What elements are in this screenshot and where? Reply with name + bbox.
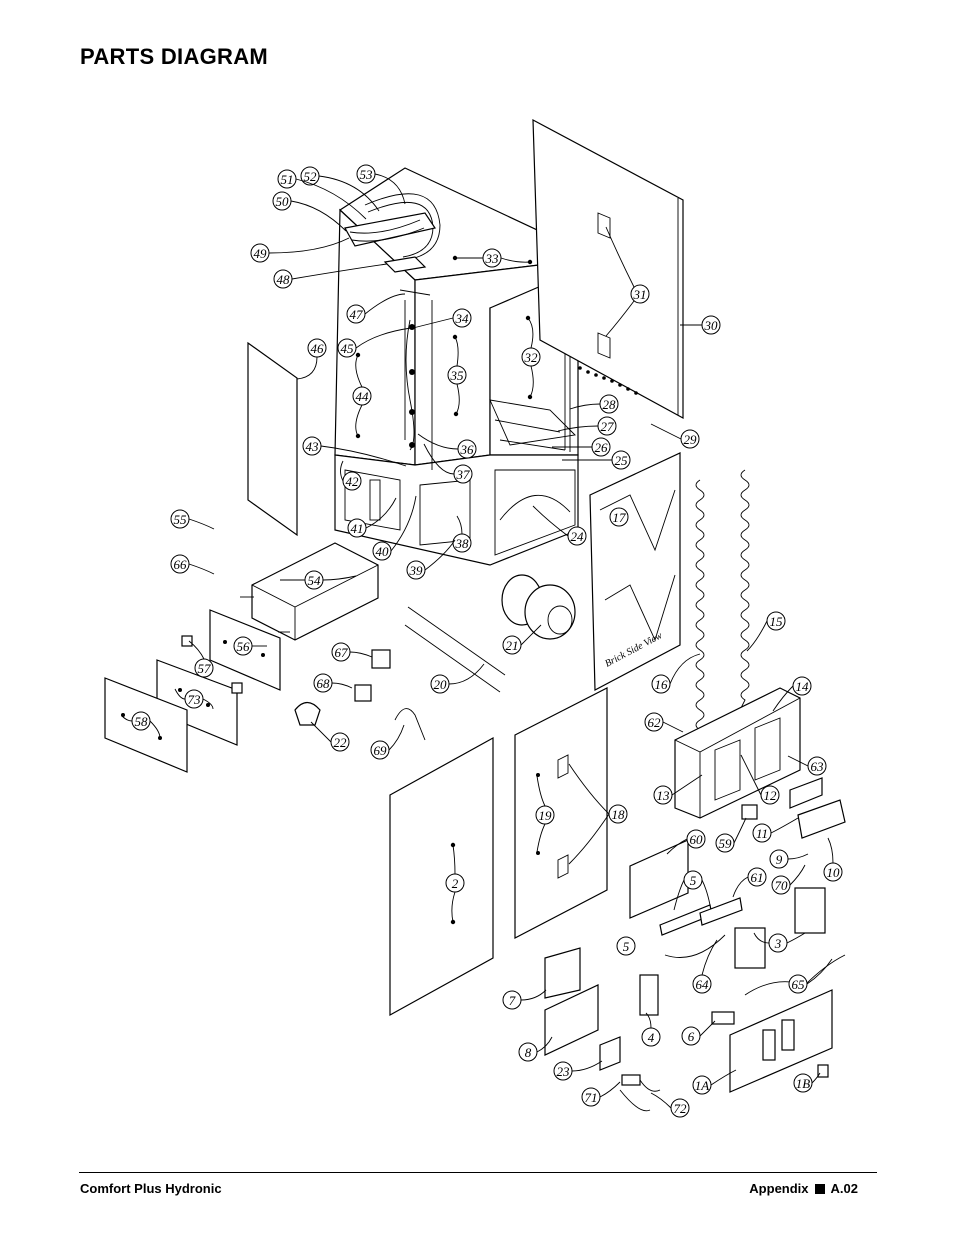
svg-text:15: 15 bbox=[769, 614, 783, 629]
callout-63 bbox=[808, 757, 826, 775]
callout-35 bbox=[448, 366, 466, 384]
svg-text:19: 19 bbox=[538, 808, 552, 823]
svg-text:16: 16 bbox=[654, 677, 668, 692]
svg-text:72: 72 bbox=[673, 1101, 687, 1116]
callout-33 bbox=[483, 249, 501, 267]
svg-text:12: 12 bbox=[763, 788, 777, 803]
svg-text:27: 27 bbox=[600, 419, 614, 434]
callout-37 bbox=[454, 465, 472, 483]
svg-text:69: 69 bbox=[373, 743, 387, 758]
callout-73 bbox=[185, 690, 203, 708]
svg-text:45: 45 bbox=[340, 341, 354, 356]
svg-text:18: 18 bbox=[611, 807, 625, 822]
callout-14 bbox=[793, 677, 811, 695]
callout-27 bbox=[598, 417, 616, 435]
svg-text:46: 46 bbox=[310, 341, 324, 356]
callout-25 bbox=[612, 451, 630, 469]
svg-text:23: 23 bbox=[556, 1064, 570, 1079]
svg-text:65: 65 bbox=[791, 977, 805, 992]
svg-text:10: 10 bbox=[826, 865, 840, 880]
callout-46 bbox=[308, 339, 326, 357]
side-panel-drawing bbox=[248, 343, 297, 535]
svg-text:47: 47 bbox=[349, 307, 363, 322]
callout-48 bbox=[274, 270, 292, 288]
svg-text:39: 39 bbox=[409, 563, 423, 578]
svg-text:5: 5 bbox=[689, 873, 697, 888]
callout-40 bbox=[373, 542, 391, 560]
callout-50 bbox=[273, 192, 291, 210]
callout-62 bbox=[645, 713, 663, 731]
svg-text:33: 33 bbox=[485, 251, 499, 266]
svg-text:42: 42 bbox=[345, 474, 359, 489]
svg-text:58: 58 bbox=[134, 714, 148, 729]
svg-text:36: 36 bbox=[460, 442, 474, 457]
svg-text:2: 2 bbox=[451, 876, 459, 891]
brick-panel-drawing bbox=[590, 453, 680, 690]
svg-text:14: 14 bbox=[795, 679, 809, 694]
svg-text:17: 17 bbox=[612, 510, 626, 525]
svg-text:22: 22 bbox=[333, 735, 347, 750]
svg-text:38: 38 bbox=[455, 536, 469, 551]
callout-9 bbox=[770, 850, 788, 868]
svg-text:63: 63 bbox=[810, 759, 824, 774]
callout-58 bbox=[132, 712, 150, 730]
svg-text:32: 32 bbox=[524, 350, 538, 365]
svg-text:53: 53 bbox=[359, 167, 373, 182]
callout-26 bbox=[592, 438, 610, 456]
callout-32 bbox=[522, 348, 540, 366]
coil-drawing bbox=[240, 543, 378, 640]
callout-64 bbox=[693, 975, 711, 993]
door-panel-2-drawing bbox=[390, 738, 493, 1015]
callout-3 bbox=[769, 934, 787, 952]
callout-5-a bbox=[684, 871, 702, 889]
callout-21 bbox=[503, 636, 521, 654]
svg-text:66: 66 bbox=[173, 557, 187, 572]
door-panel-19-drawing bbox=[515, 688, 607, 938]
callout-44 bbox=[353, 387, 371, 405]
svg-text:4: 4 bbox=[647, 1030, 655, 1045]
callout-38 bbox=[453, 534, 471, 552]
callout-19 bbox=[536, 806, 554, 824]
callout-43 bbox=[303, 437, 321, 455]
svg-text:26: 26 bbox=[594, 440, 608, 455]
svg-text:13: 13 bbox=[656, 788, 670, 803]
callout-65 bbox=[789, 975, 807, 993]
svg-text:5: 5 bbox=[622, 939, 630, 954]
callout-30 bbox=[702, 316, 720, 334]
callout-17 bbox=[610, 508, 628, 526]
svg-text:73: 73 bbox=[187, 692, 201, 707]
callout-52 bbox=[301, 167, 319, 185]
callout-29 bbox=[681, 430, 699, 448]
svg-text:28: 28 bbox=[602, 397, 616, 412]
svg-text:1A: 1A bbox=[694, 1078, 710, 1093]
callout-42 bbox=[343, 472, 361, 490]
blower-drawing bbox=[502, 575, 575, 639]
callout-39 bbox=[407, 561, 425, 579]
callout-2 bbox=[446, 874, 464, 892]
page-title: PARTS DIAGRAM bbox=[80, 44, 269, 69]
svg-text:56: 56 bbox=[236, 639, 250, 654]
callout-23 bbox=[554, 1062, 572, 1080]
callout-5-b bbox=[617, 937, 635, 955]
callout-49 bbox=[251, 244, 269, 262]
callout-7 bbox=[503, 991, 521, 1009]
svg-text:35: 35 bbox=[450, 368, 464, 383]
brick-side-view-label: Brick Side View bbox=[603, 630, 665, 670]
callout-61 bbox=[748, 868, 766, 886]
cover-panel-drawing bbox=[730, 990, 832, 1092]
callout-28 bbox=[600, 395, 618, 413]
svg-text:55: 55 bbox=[173, 512, 187, 527]
callout-70 bbox=[772, 876, 790, 894]
svg-text:62: 62 bbox=[647, 715, 661, 730]
svg-text:6: 6 bbox=[687, 1029, 695, 1044]
svg-text:31: 31 bbox=[633, 287, 647, 302]
callout-20 bbox=[431, 675, 449, 693]
svg-text:11: 11 bbox=[755, 826, 769, 841]
callout-12 bbox=[761, 786, 779, 804]
callout-56 bbox=[234, 637, 252, 655]
callout-11 bbox=[753, 824, 771, 842]
svg-text:30: 30 bbox=[704, 318, 718, 333]
callout-45 bbox=[338, 339, 356, 357]
callout-55 bbox=[171, 510, 189, 528]
svg-text:25: 25 bbox=[614, 453, 628, 468]
callout-18 bbox=[609, 805, 627, 823]
callout-67 bbox=[332, 643, 350, 661]
callout-60 bbox=[687, 830, 705, 848]
svg-text:54: 54 bbox=[307, 573, 321, 588]
svg-text:64: 64 bbox=[695, 977, 709, 992]
callout-8 bbox=[519, 1043, 537, 1061]
callout-57 bbox=[195, 659, 213, 677]
svg-text:37: 37 bbox=[456, 467, 470, 482]
callout-51 bbox=[278, 170, 296, 188]
callout-41 bbox=[348, 519, 366, 537]
callout-59 bbox=[716, 834, 734, 852]
svg-text:43: 43 bbox=[305, 439, 319, 454]
callout-47 bbox=[347, 305, 365, 323]
callout-22 bbox=[331, 733, 349, 751]
svg-text:59: 59 bbox=[718, 836, 732, 851]
svg-text:1B: 1B bbox=[795, 1076, 811, 1091]
callout-66 bbox=[171, 555, 189, 573]
svg-text:44: 44 bbox=[355, 389, 369, 404]
svg-text:24: 24 bbox=[570, 529, 584, 544]
callout-10 bbox=[824, 863, 842, 881]
svg-text:8: 8 bbox=[524, 1045, 532, 1060]
svg-text:67: 67 bbox=[334, 645, 348, 660]
svg-text:51: 51 bbox=[280, 172, 294, 187]
svg-text:29: 29 bbox=[683, 432, 697, 447]
svg-text:9: 9 bbox=[775, 852, 783, 867]
callout-54 bbox=[305, 571, 323, 589]
callout-13 bbox=[654, 786, 672, 804]
svg-text:21: 21 bbox=[505, 638, 519, 653]
footer-divider bbox=[79, 1172, 877, 1173]
callout-15 bbox=[767, 612, 785, 630]
svg-text:48: 48 bbox=[276, 272, 290, 287]
callout-31 bbox=[631, 285, 649, 303]
svg-text:3: 3 bbox=[774, 936, 782, 951]
callout-72 bbox=[671, 1099, 689, 1117]
svg-text:68: 68 bbox=[316, 676, 330, 691]
footer-section: Appendix bbox=[749, 1181, 809, 1196]
svg-text:7: 7 bbox=[508, 993, 516, 1008]
svg-text:57: 57 bbox=[197, 661, 211, 676]
svg-text:60: 60 bbox=[689, 832, 703, 847]
callout-68 bbox=[314, 674, 332, 692]
callout-4 bbox=[642, 1028, 660, 1046]
svg-text:49: 49 bbox=[253, 246, 267, 261]
svg-text:34: 34 bbox=[455, 311, 469, 326]
callout-34 bbox=[453, 309, 471, 327]
footer-page-number: A.02 bbox=[830, 1181, 858, 1196]
svg-text:61: 61 bbox=[750, 870, 764, 885]
svg-text:70: 70 bbox=[774, 878, 788, 893]
callout-1A bbox=[693, 1076, 711, 1094]
square-bullet-icon bbox=[815, 1184, 825, 1194]
svg-text:50: 50 bbox=[275, 194, 289, 209]
callout-69 bbox=[371, 741, 389, 759]
svg-text:40: 40 bbox=[375, 544, 389, 559]
footer-product-name: Comfort Plus Hydronic bbox=[80, 1181, 222, 1196]
callout-71 bbox=[582, 1088, 600, 1106]
svg-text:52: 52 bbox=[303, 169, 317, 184]
callout-36 bbox=[458, 440, 476, 458]
svg-text:71: 71 bbox=[584, 1090, 598, 1105]
callout-6 bbox=[682, 1027, 700, 1045]
callout-53 bbox=[357, 165, 375, 183]
callout-16 bbox=[652, 675, 670, 693]
control-box-drawing bbox=[675, 688, 800, 818]
svg-text:20: 20 bbox=[433, 677, 447, 692]
callout-1B bbox=[794, 1074, 812, 1092]
svg-text:41: 41 bbox=[350, 521, 364, 536]
callout-24 bbox=[568, 527, 586, 545]
footer-page-ref bbox=[749, 1181, 858, 1196]
